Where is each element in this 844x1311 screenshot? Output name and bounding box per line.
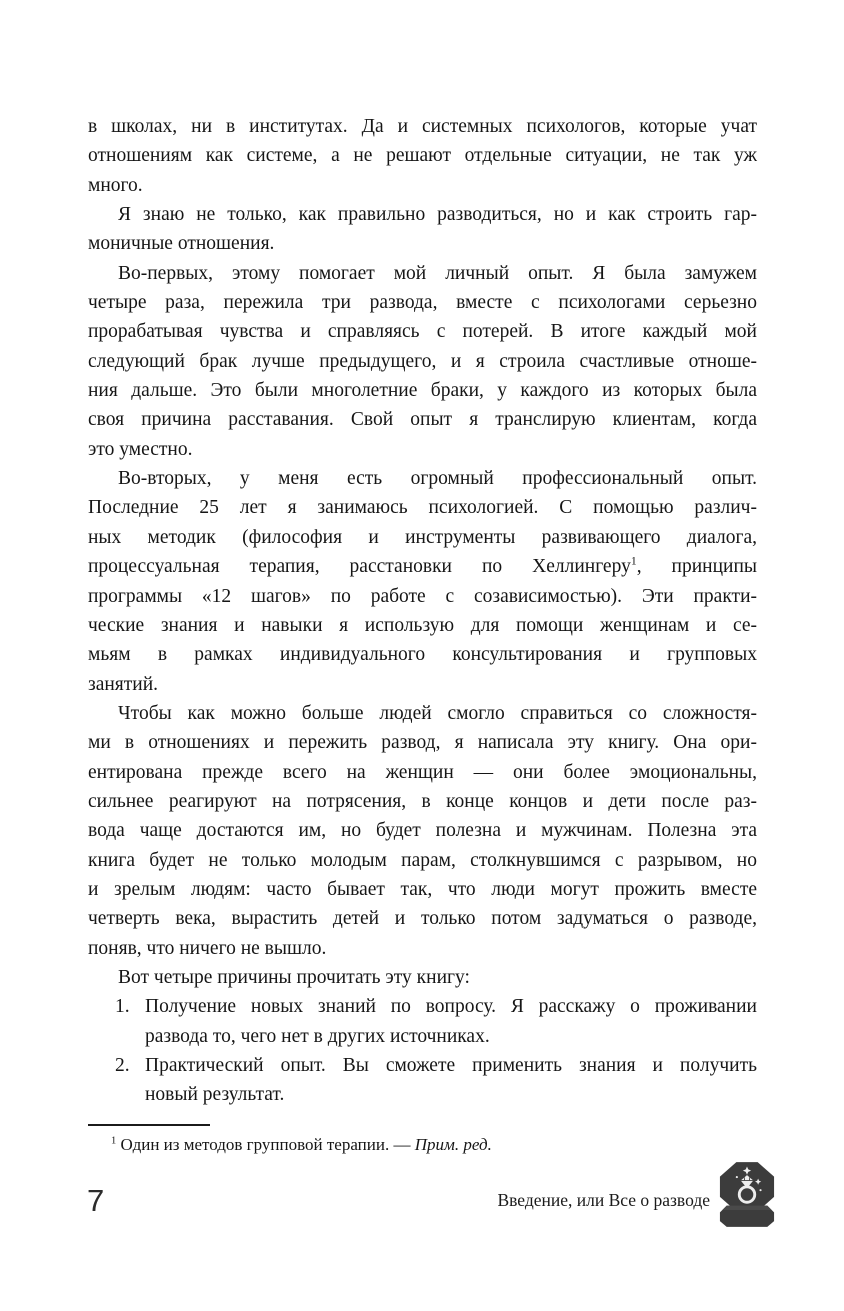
ring-box-icon <box>718 1162 776 1228</box>
text-line: следующий брак лучше предыдущего, и я строила счастливые отноше- <box>88 350 757 372</box>
footnote-rule <box>88 1124 210 1126</box>
text-line: четверть века, вырастить детей и только потом задуматься о разводе, <box>88 908 757 930</box>
paragraph <box>88 699 757 963</box>
text-line: Вот четыре причины прочитать эту книгу: <box>118 966 470 988</box>
list-item <box>88 1051 757 1110</box>
text-line-with-footnote-ref <box>88 552 757 581</box>
text-segment: Получение новых знаний по вопросу. Я расскажу о проживании <box>145 996 757 1018</box>
text-line: сильнее реагируют на потрясения, в конце концов и дети после раз- <box>88 790 757 812</box>
text-line: Чтобы как можно больше людей смогло справиться со сложностя- <box>118 702 757 724</box>
text-line: моничные отношения. <box>88 233 275 255</box>
list-number: 2. <box>115 1055 130 1076</box>
paragraph <box>88 200 757 259</box>
text-line: Во-первых, этому помогает мой личный опыт. Я была замужем <box>118 262 757 284</box>
footnote-text <box>88 1133 757 1157</box>
text-line: в школах, ни в институтах. Да и системных психологов, которые учат <box>88 116 757 137</box>
text-line: поняв, что ничего не вышло. <box>88 937 327 959</box>
text-line: четыре раза, пережила три развода, вместе с психологами серьезно <box>88 292 757 314</box>
text-line: ческие знания и навыки я использую для помощи женщинам и се- <box>88 614 757 636</box>
text-line: это уместно. <box>88 438 193 460</box>
running-footer: Введение, или Все о разводе <box>497 1190 710 1210</box>
text-line: вода чаще достаются им, но будет полезна и мужчинам. Полезна эта <box>88 820 757 842</box>
paragraph <box>88 259 757 464</box>
footnote-reference: 1 <box>630 554 637 568</box>
text-segment: , принципы <box>636 556 758 578</box>
footnote-source: Прим. ред. <box>414 1135 492 1154</box>
text-line: Последние 25 лет я занимаюсь психологией. С помощью различ- <box>88 497 757 519</box>
paragraph <box>88 464 757 699</box>
text-line: отношениям как системе, а не решают отдельные ситуации, не так уж <box>88 145 757 167</box>
paragraph <box>88 112 757 200</box>
text-line: и зрелым людям: часто бывает так, что люди могут прожить вместе <box>88 878 757 900</box>
text-line: ми в отношениях и пережить развод, я написала эту книгу. Она ори- <box>88 732 757 754</box>
list-item-first-line <box>88 992 757 1021</box>
text-line: новый результат. <box>145 1084 285 1106</box>
text-line: прорабатывая чувства и справляясь с потерей. В итоге каждый мой <box>88 321 757 343</box>
text-line: много. <box>88 174 143 196</box>
list-item-first-line <box>88 1051 757 1080</box>
text-line: занятий. <box>88 673 159 695</box>
footnote-marker: 1 <box>111 1135 117 1147</box>
text-line: книга будет не только молодым парам, столкнувшимся с разрывом, но <box>88 849 757 871</box>
page-number: 7 <box>87 1183 105 1218</box>
text-line: ния дальше. Это были многолетние браки, у каждого из которых была <box>88 380 757 402</box>
text-segment: процессуальная терапия, расстановки по Хеллингеру <box>88 556 631 578</box>
text-line: программы «12 шагов» по работе с созависимостью). Эти практи- <box>88 585 757 607</box>
footnote-body: Один из методов групповой терапии. — <box>120 1135 415 1154</box>
sparkle-icon <box>736 1176 738 1178</box>
text-line: Я знаю не только, как правильно разводиться, но и как строить гар- <box>118 204 757 226</box>
sparkle-icon <box>759 1189 761 1191</box>
list-item <box>88 992 757 1051</box>
paragraph <box>88 963 757 992</box>
text-line: мьям в рамках индивидуального консультирования и групповых <box>88 644 757 666</box>
text-line: Во-вторых, у меня есть огромный профессиональный опыт. <box>118 468 757 490</box>
ring-box-base-top <box>722 1206 771 1210</box>
numbered-list <box>88 992 757 1109</box>
body-text <box>88 112 757 1110</box>
text-segment: Практический опыт. Вы сможете применить знания и получить <box>145 1055 757 1076</box>
text-line: ных методик (философия и инструменты развивающего диалога, <box>88 526 757 548</box>
footnote <box>88 1124 757 1157</box>
text-line: развода то, чего нет в других источниках. <box>145 1025 490 1047</box>
list-number: 1. <box>115 996 130 1018</box>
text-line: ентирована прежде всего на женщин — они более эмоциональны, <box>88 761 757 783</box>
text-line: своя причина расставания. Свой опыт я транслирую клиентам, когда <box>88 409 757 431</box>
